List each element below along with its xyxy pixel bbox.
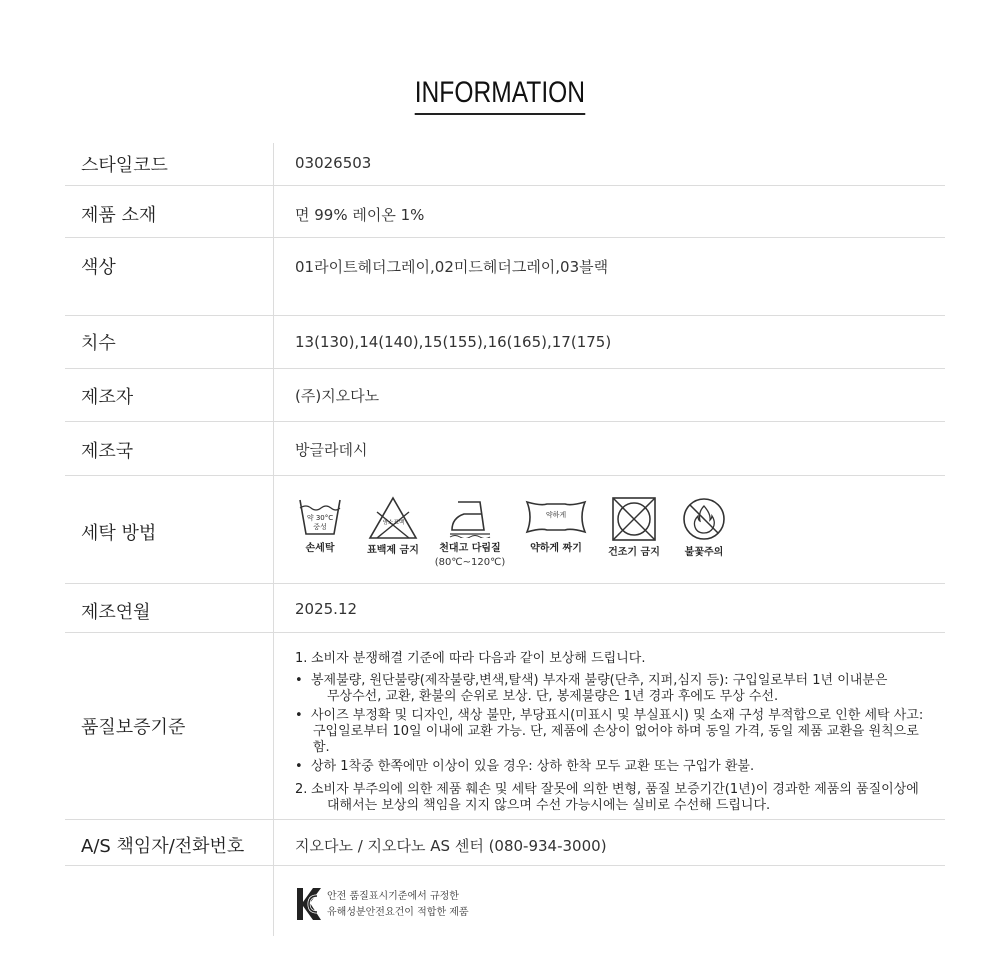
quality-bullet-2 — [295, 708, 935, 756]
bullet-text-cont: 구입일로부터 10일 이내에 교환 가능. 단, 제품에 손상이 없어야 하며 동일 가격, 동일 제품 교환을 원칙으로 함. — [313, 724, 919, 755]
row-material — [65, 186, 945, 238]
fire-caption: 불꽃주의 — [684, 547, 724, 558]
divider — [273, 238, 274, 315]
wring-icon — [525, 496, 587, 538]
as-value: 지오다노 / 지오다노 AS 센터 (080-934-3000) — [295, 837, 607, 855]
no-bleach-icon — [368, 496, 418, 540]
svg-text:염소: 염소 — [382, 520, 394, 526]
item-text: 소비자 분쟁해결 기준에 따라 다음과 같이 보상해 드립니다. — [311, 651, 646, 666]
svg-text:중성: 중성 — [313, 523, 327, 531]
item-number: 2. — [295, 782, 308, 797]
care-iron — [425, 496, 515, 569]
kc-line-2: 유해성분안전요건이 적합한 제품 — [327, 907, 469, 918]
row-maker — [65, 369, 945, 422]
divider — [273, 316, 274, 368]
country-value: 방글라데시 — [295, 441, 368, 459]
page-title: INFORMATION — [415, 74, 585, 115]
kc-text — [327, 889, 469, 921]
item-text-cont: 대해서는 보상의 책임을 지지 않으며 수선 가능시에는 실비로 수선해 드립니다. — [327, 798, 771, 813]
bullet-text: 봉제불량, 원단불량(제작불량,변색,탈색) 부자재 불량(단추, 지퍼,심지 등): 구입일로부터 1년 이내분은 — [311, 673, 888, 688]
bullet-text: 사이즈 부정확 및 디자인, 색상 불만, 부당표시(미표시 및 부실표시) 및 소재 구성 부적합으로 인한 세탁 사고: — [311, 708, 924, 723]
care-fire — [659, 496, 749, 560]
svg-text:약 30°C: 약 30°C — [306, 514, 334, 522]
color-value: 01라이트헤더그레이,02미드헤더그레이,03블랙 — [295, 258, 609, 276]
row-size — [65, 316, 945, 369]
style-code-value: 03026503 — [295, 154, 372, 172]
no-tumble-dry-icon — [611, 496, 657, 542]
item-text: 소비자 부주의에 의한 제품 훼손 및 세탁 잘못에 의한 변형, 품질 보증기간(1년)이 경과한 제품의 품질이상에 — [311, 782, 919, 797]
wash-label: 세탁 방법 — [81, 523, 157, 544]
quality-item-2 — [295, 782, 935, 814]
divider — [273, 186, 274, 237]
iron-temp: (80℃~120℃) — [434, 557, 506, 568]
hand-wash-caption: 손세탁 — [305, 543, 335, 554]
row-wash — [65, 476, 945, 584]
maker-value: (주)지오다노 — [295, 387, 380, 405]
bullet: • — [295, 673, 303, 688]
kc-certification — [295, 886, 469, 926]
svg-text:표백: 표백 — [393, 520, 405, 526]
row-country — [65, 422, 945, 476]
kc-line-1: 안전 품질표시기준에서 규정한 — [327, 891, 459, 902]
bullet-text: 상하 1착중 한쪽에만 이상이 있을 경우: 상하 한착 모두 교환 또는 구입가 환불. — [311, 759, 755, 774]
svg-text:약하게: 약하게 — [545, 511, 567, 519]
size-label: 치수 — [81, 333, 116, 354]
date-value: 2025.12 — [295, 600, 358, 618]
no-dry-caption: 건조기 금지 — [608, 547, 660, 558]
divider — [273, 633, 274, 819]
quality-text — [295, 651, 935, 820]
care-gentle-wring — [511, 496, 601, 556]
title-wrap — [0, 74, 1000, 115]
divider — [273, 143, 274, 185]
care-symbols — [295, 496, 755, 576]
maker-label: 제조자 — [81, 387, 134, 408]
quality-bullet-3 — [295, 759, 935, 775]
iron-caption: 천대고 다림질 — [439, 543, 501, 554]
no-bleach-caption: 표백제 금지 — [367, 545, 419, 556]
wash-tub-icon — [297, 496, 343, 538]
row-as — [65, 820, 945, 866]
material-label: 제품 소재 — [81, 205, 157, 226]
divider — [273, 369, 274, 421]
fire-caution-icon — [681, 496, 727, 542]
item-number: 1. — [295, 651, 308, 666]
bullet: • — [295, 759, 303, 774]
gentle-wring-caption: 약하게 짜기 — [530, 543, 582, 554]
divider — [273, 820, 274, 865]
date-label: 제조연월 — [81, 602, 151, 623]
iron-icon — [446, 496, 494, 538]
quality-item-1 — [295, 651, 935, 667]
row-color — [65, 238, 945, 316]
row-style-code — [65, 143, 945, 186]
material-value: 면 99% 레이온 1% — [295, 206, 425, 224]
quality-label: 품질보증기준 — [81, 717, 186, 738]
divider — [273, 476, 274, 583]
info-table — [65, 143, 945, 936]
divider — [273, 422, 274, 475]
row-kc — [65, 866, 945, 936]
as-label: A/S 책임자/전화번호 — [81, 836, 245, 857]
row-quality — [65, 633, 945, 820]
kc-mark-icon — [295, 886, 323, 922]
size-value: 13(130),14(140),15(155),16(165),17(175) — [295, 333, 612, 351]
color-label: 색상 — [81, 257, 116, 278]
country-label: 제조국 — [81, 441, 134, 462]
row-date — [65, 584, 945, 633]
divider — [273, 866, 274, 936]
quality-bullet-1 — [295, 673, 935, 705]
bullet: • — [295, 708, 303, 723]
bullet-text-cont: 무상수선, 교환, 환불의 순위로 보상. 단, 봉제불량은 1년 경과 후에도 무상 수선. — [327, 689, 779, 704]
style-code-label: 스타일코드 — [81, 155, 168, 176]
divider — [273, 584, 274, 632]
